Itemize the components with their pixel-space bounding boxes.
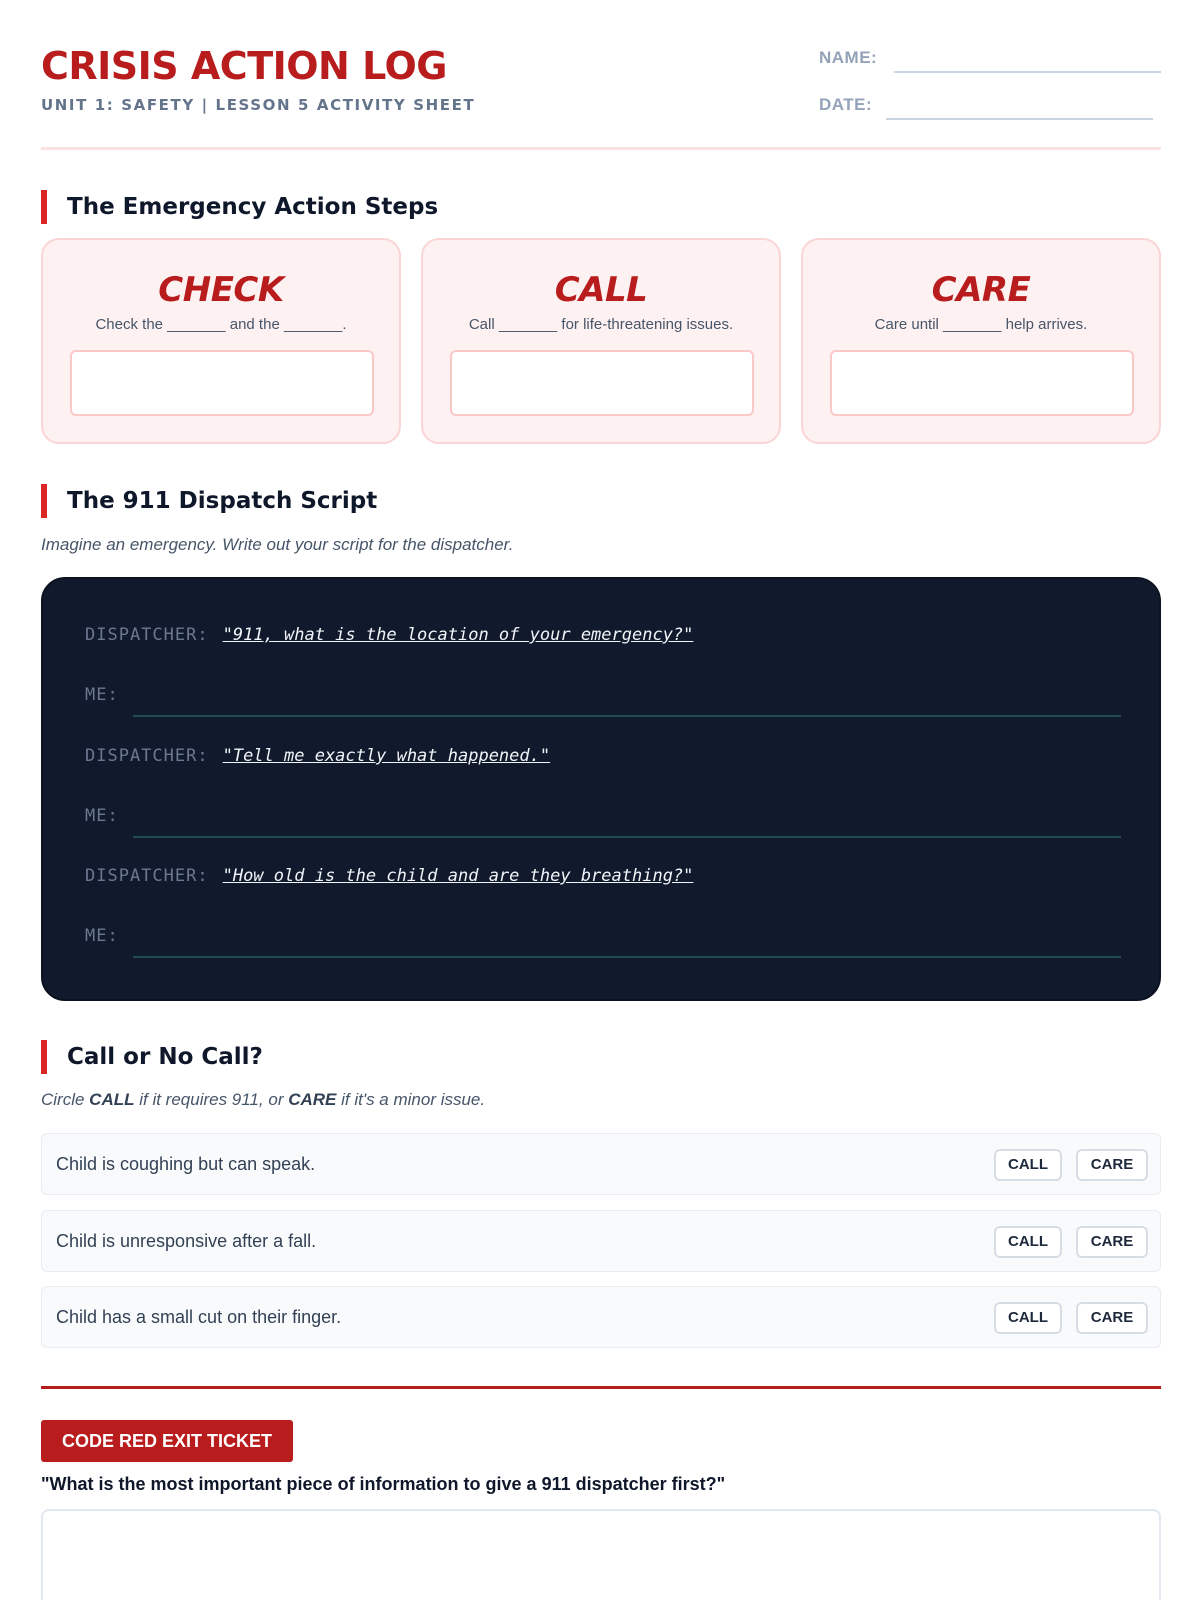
step-title: CALL — [554, 270, 648, 310]
dispatcher-quote: "Tell me exactly what happened." — [222, 746, 551, 766]
step-title: CARE — [931, 270, 1031, 310]
scenario-text: Child is coughing but can speak. — [56, 1154, 316, 1174]
me-answer-line[interactable] — [133, 956, 1121, 958]
care-option-button[interactable]: CARE — [1076, 1226, 1148, 1258]
step-prompt: Check the _______ and the _______. — [95, 316, 347, 333]
call-option-button[interactable]: CALL — [994, 1149, 1062, 1181]
instruction-call-word: CALL — [89, 1090, 135, 1109]
scenario-row — [41, 1133, 1161, 1195]
me-line — [85, 926, 119, 946]
dispatch-script-panel — [41, 577, 1161, 1001]
worksheet-page — [41, 0, 1161, 1494]
dispatch-instruction: Imagine an emergency. Write out your script for the dispatcher. — [41, 535, 514, 554]
scenario-text: Child has a small cut on their finger. — [56, 1307, 342, 1327]
me-answer-line[interactable] — [133, 715, 1121, 717]
dispatcher-label: DISPATCHER: — [85, 746, 209, 766]
step-card-care — [801, 238, 1161, 444]
call-heading: Call or No Call? — [41, 1040, 263, 1074]
call-instruction — [41, 1090, 485, 1110]
instruction-text: Circle — [41, 1090, 90, 1109]
me-label: ME: — [85, 685, 119, 705]
scenario-text: Child is unresponsive after a fall. — [56, 1231, 317, 1251]
name-field[interactable] — [894, 71, 1161, 73]
name-label: NAME: — [819, 48, 878, 67]
instruction-care-word: CARE — [288, 1090, 337, 1109]
me-answer-line[interactable] — [133, 836, 1121, 838]
me-label: ME: — [85, 806, 119, 826]
steps-heading: The Emergency Action Steps — [41, 190, 438, 224]
section-divider — [41, 1386, 1161, 1389]
step-card-check — [41, 238, 401, 444]
me-line — [85, 806, 119, 826]
call-option-button[interactable]: CALL — [994, 1302, 1062, 1334]
me-line — [85, 685, 119, 705]
step-answer-box[interactable] — [70, 350, 374, 416]
dispatcher-label: DISPATCHER: — [85, 625, 209, 645]
dispatcher-quote: "How old is the child and are they breathing?" — [222, 866, 694, 886]
worksheet-header — [41, 0, 1161, 150]
dispatcher-label: DISPATCHER: — [85, 866, 209, 886]
date-field[interactable] — [886, 118, 1153, 120]
step-card-call — [421, 238, 781, 444]
step-answer-box[interactable] — [450, 350, 754, 416]
page-title: CRISIS ACTION LOG — [41, 44, 447, 88]
step-prompt: Call _______ for life-threatening issues. — [468, 316, 734, 333]
dispatch-heading: The 911 Dispatch Script — [41, 484, 377, 518]
instruction-text: if it requires 911, or — [134, 1090, 289, 1109]
call-option-button[interactable]: CALL — [994, 1226, 1062, 1258]
step-answer-box[interactable] — [830, 350, 1134, 416]
me-label: ME: — [85, 926, 119, 946]
step-title: CHECK — [158, 270, 284, 310]
scenario-row — [41, 1210, 1161, 1272]
step-prompt: Care until _______ help arrives. — [874, 316, 1088, 333]
instruction-text: if it's a minor issue. — [336, 1090, 486, 1109]
exit-ticket-question: "What is the most important piece of information to give a 911 dispatcher first?" — [41, 1474, 726, 1494]
dispatcher-quote: "911, what is the location of your emergency?" — [222, 625, 694, 645]
dispatcher-line — [85, 746, 550, 766]
dispatcher-line — [85, 866, 693, 886]
care-option-button[interactable]: CARE — [1076, 1302, 1148, 1334]
action-steps — [41, 238, 1161, 444]
scenario-row — [41, 1286, 1161, 1348]
exit-ticket-answer-box[interactable] — [41, 1509, 1161, 1600]
date-label: DATE: — [819, 95, 873, 114]
page-subtitle: UNIT 1: SAFETY | LESSON 5 ACTIVITY SHEET — [41, 96, 476, 114]
exit-ticket-badge: CODE RED EXIT TICKET — [41, 1420, 293, 1462]
dispatcher-line — [85, 625, 693, 645]
care-option-button[interactable]: CARE — [1076, 1149, 1148, 1181]
